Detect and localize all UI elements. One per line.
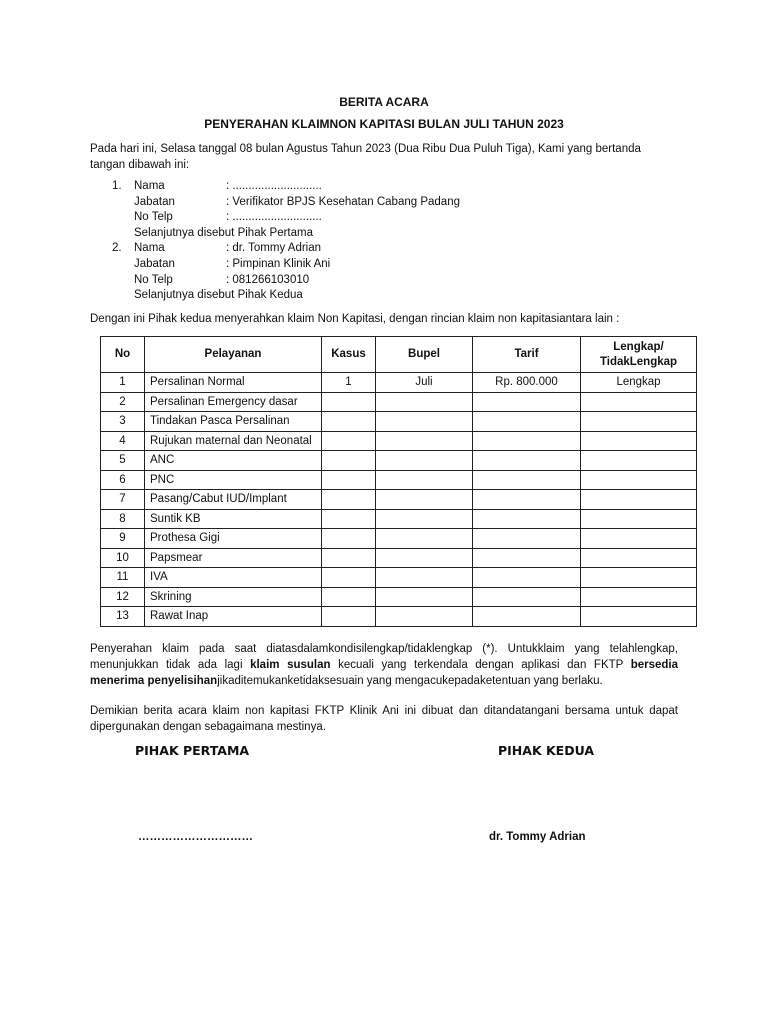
cell-kasus [322, 412, 376, 432]
claims-table-body [101, 373, 697, 627]
cell-bupel [376, 509, 473, 529]
cell-tarif [473, 412, 581, 432]
document-subtitle: PENYERAHAN KLAIMNON KAPITASI BULAN JULI TAHUN 2023 [204, 117, 564, 131]
cell-no: 5 [101, 451, 145, 471]
cell-no: 13 [101, 607, 145, 627]
cell-bupel [376, 470, 473, 490]
table-row [101, 607, 697, 627]
cell-pelayanan: Persalinan Emergency dasar [145, 392, 322, 412]
cell-no: 9 [101, 529, 145, 549]
cell-pelayanan: Suntik KB [145, 509, 322, 529]
cell-kasus [322, 490, 376, 510]
cell-lengkap [581, 548, 697, 568]
cell-lengkap [581, 607, 697, 627]
cell-pelayanan: ANC [145, 451, 322, 471]
party-1-position-label: Jabatan [134, 195, 175, 208]
table-row [101, 392, 697, 412]
cell-kasus [322, 529, 376, 549]
cell-no: 2 [101, 392, 145, 412]
party-2-name-label: Nama [134, 242, 165, 255]
party-1-phone-label: No Telp [134, 211, 173, 224]
cell-pelayanan: Pasang/Cabut IUD/Implant [145, 490, 322, 510]
cell-pelayanan: Persalinan Normal [145, 373, 322, 393]
cell-tarif [473, 529, 581, 549]
cell-bupel [376, 587, 473, 607]
document-title: BERITA ACARA [339, 95, 429, 109]
cell-lengkap [581, 529, 697, 549]
cell-lengkap [581, 509, 697, 529]
intro-paragraph: Pada hari ini, Selasa tanggal 08 bulan Agustus Tahun 2023 (Dua Ribu Dua Puluh Tiga), Kami yang bertanda tangan dibawah ini: [90, 143, 641, 171]
cell-no: 4 [101, 431, 145, 451]
cell-tarif: Rp. 800.000 [473, 373, 581, 393]
header-lengkap [581, 337, 697, 373]
header-no: No [101, 337, 145, 373]
cell-tarif [473, 470, 581, 490]
cell-tarif [473, 568, 581, 588]
cell-pelayanan: Rawat Inap [145, 607, 322, 627]
cell-tarif [473, 490, 581, 510]
cell-pelayanan: IVA [145, 568, 322, 588]
cell-tarif [473, 431, 581, 451]
cell-pelayanan: Rujukan maternal dan Neonatal [145, 431, 322, 451]
cell-no: 3 [101, 412, 145, 432]
table-row [101, 587, 697, 607]
header-lengkap-line1: Lengkap/ [613, 340, 664, 353]
cell-pelayanan: Prothesa Gigi [145, 529, 322, 549]
cell-kasus [322, 548, 376, 568]
cell-no: 1 [101, 373, 145, 393]
cell-kasus [322, 568, 376, 588]
party-1-name-value: : ............................ [226, 180, 322, 192]
table-row [101, 529, 697, 549]
table-row [101, 548, 697, 568]
party-1-number: 1. [112, 180, 122, 192]
party-1-phone-value: : ............................ [226, 211, 322, 224]
table-row [101, 373, 697, 393]
table-row [101, 451, 697, 471]
cell-lengkap [581, 587, 697, 607]
cell-pelayanan: Papsmear [145, 548, 322, 568]
cell-bupel: Juli [376, 373, 473, 393]
status-note-text-1: Penyerahan klaim pada saat diatasdalamkondisilengkap/tidaklengkap (*). Untukklaim yang telahlengkap, menunjukkan tidak ada lagi [90, 643, 678, 671]
party-2-position-value: : Pimpinan Klinik Ani [226, 257, 331, 270]
cell-lengkap [581, 412, 697, 432]
cell-lengkap [581, 451, 697, 471]
cell-tarif [473, 587, 581, 607]
cell-bupel [376, 568, 473, 588]
party-2-phone-value: : 081266103010 [226, 273, 310, 286]
status-note-paragraph [90, 641, 678, 689]
table-intro: Dengan ini Pihak kedua menyerahkan klaim Non Kapitasi, dengan rincian klaim non kapitasiantara lain : [90, 313, 620, 325]
cell-tarif [473, 392, 581, 412]
cell-tarif [473, 451, 581, 471]
status-note-bold-1: klaim susulan [250, 659, 331, 671]
table-row [101, 412, 697, 432]
cell-lengkap [581, 392, 697, 412]
header-pelayanan: Pelayanan [145, 337, 322, 373]
cell-pelayanan: PNC [145, 470, 322, 490]
cell-tarif [473, 509, 581, 529]
status-note-text-2: kecuali yang terkendala dengan aplikasi dan FKTP [330, 659, 631, 671]
table-row [101, 490, 697, 510]
party-2-name-value: : dr. Tommy Adrian [226, 242, 322, 255]
cell-kasus [322, 509, 376, 529]
party-2-phone-label: No Telp [134, 273, 173, 286]
second-party-heading: PIHAK KEDUA [498, 743, 595, 758]
table-header-row [101, 337, 697, 373]
cell-bupel [376, 490, 473, 510]
party-2-number: 2. [112, 242, 122, 255]
cell-kasus [322, 392, 376, 412]
header-lengkap-line2: TidakLengkap [599, 355, 678, 368]
cell-kasus [322, 587, 376, 607]
cell-kasus [322, 470, 376, 490]
cell-pelayanan: Tindakan Pasca Persalinan [145, 412, 322, 432]
cell-no: 8 [101, 509, 145, 529]
first-party-signature-name: ………………………… [138, 831, 253, 843]
cell-tarif [473, 607, 581, 627]
cell-no: 6 [101, 470, 145, 490]
cell-lengkap [581, 568, 697, 588]
cell-no: 7 [101, 490, 145, 510]
cell-lengkap [581, 490, 697, 510]
cell-bupel [376, 451, 473, 471]
cell-bupel [376, 392, 473, 412]
cell-lengkap [581, 470, 697, 490]
cell-bupel [376, 548, 473, 568]
table-row [101, 431, 697, 451]
party-1-note: Selanjutnya disebut Pihak Pertama [134, 226, 313, 239]
status-note-bold-2: bersedia menerima penyelisihan [90, 659, 678, 687]
cell-kasus [322, 431, 376, 451]
header-bupel: Bupel [376, 337, 473, 373]
cell-bupel [376, 607, 473, 627]
cell-bupel [376, 431, 473, 451]
second-party-signature-name: dr. Tommy Adrian [489, 831, 586, 843]
cell-kasus: 1 [322, 373, 376, 393]
party-1-position-value: : Verifikator BPJS Kesehatan Cabang Padang [226, 195, 460, 208]
cell-pelayanan: Skrining [145, 587, 322, 607]
party-2-position-label: Jabatan [134, 257, 175, 270]
header-kasus: Kasus [322, 337, 376, 373]
claims-table [100, 336, 697, 627]
table-row [101, 568, 697, 588]
cell-lengkap [581, 431, 697, 451]
table-row [101, 509, 697, 529]
table-row [101, 470, 697, 490]
closing-paragraph: Demikian berita acara klaim non kapitasi FKTP Klinik Ani ini dibuat dan ditandatangani bersama untuk dapat dipergunakan dengan sebagaimana mestinya. [90, 705, 678, 733]
cell-no: 12 [101, 587, 145, 607]
header-tarif: Tarif [473, 337, 581, 373]
party-2-note: Selanjutnya disebut Pihak Kedua [134, 289, 303, 302]
party-1-name-label: Nama [134, 180, 165, 192]
cell-bupel [376, 529, 473, 549]
status-note-text-3: jikaditemukanketidaksesuain yang mengacukepadaketentuan yang berlaku. [217, 675, 603, 687]
cell-kasus [322, 607, 376, 627]
cell-no: 10 [101, 548, 145, 568]
cell-lengkap: Lengkap [581, 373, 697, 393]
cell-bupel [376, 412, 473, 432]
cell-no: 11 [101, 568, 145, 588]
first-party-heading: PIHAK PERTAMA [135, 743, 250, 758]
cell-kasus [322, 451, 376, 471]
cell-tarif [473, 548, 581, 568]
